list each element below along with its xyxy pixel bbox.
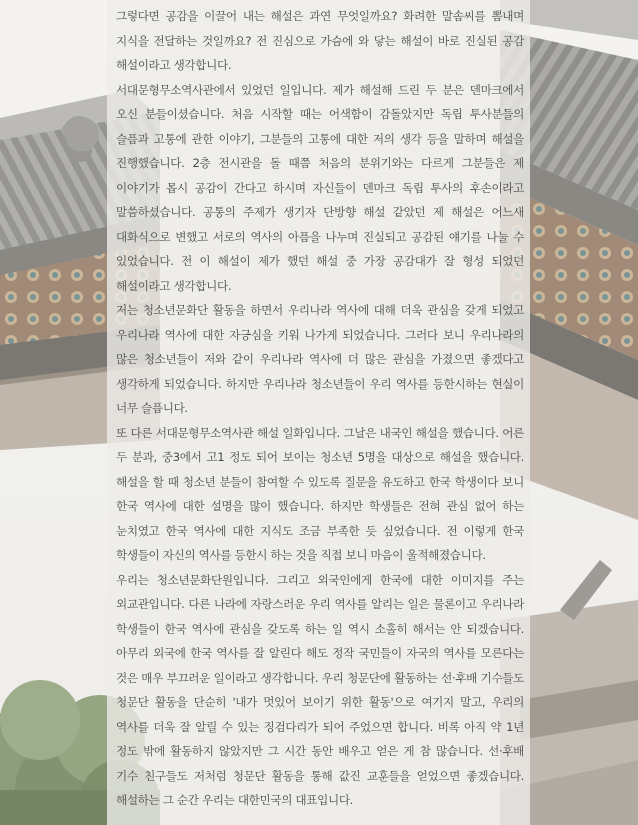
article-body [116, 4, 524, 813]
paragraph-domestic-tour: 또 다른 서대문형무소역사관 해설 일화입니다. 그날은 내국인 해설을 했습니다. 어른 두 분과, 중3에서 고1 정도 되어 보이는 청소년 5명을 대상으로 해설을 했습니다. 해설을 할 때 청소년 분들이 참여할 수 있도록 질문을 유도하고 한국 학생이다 보니 한국 역사에 대한 설명을 많이 했습니다. 하지만 학생들은 전혀 관심 없어 하는 눈치였고 한국 역사에 대한 지식도 조금 부족한 듯 싶었습니다. 전 이렇게 한국 학생들이 자신의 역사를 등한시 하는 것을 직접 보니 마음이 울적해졌습니다. [116, 425, 524, 562]
paragraph-intro: 그렇다면 공감을 이끌어 내는 해설은 과연 무엇일까요? 화려한 말솜씨를 뽐내며 지식을 전달하는 것일까요? 전 진심으로 가슴에 와 닿는 해설이 바로 진실된 공감 해설이라고 생각합니다. [116, 9, 524, 72]
paragraph-denmark-visitors: 서대문형무소역사관에서 있었던 일입니다. 제가 해설해 드린 두 분은 덴마크에서 오신 분들이셨습니다. 처음 시작할 때는 어색함이 감돌았지만 독립 투사분들의 슬픔과 고통에 관한 이야기, 그분들의 고통에 대한 저의 생각 등을 말하며 해설을 진행했습니다. 2층 전시관을 돌 때쯤 처음의 분위기와는 다르게 그분들은 제 이야기가 몹시 공감이 간다고 하시며 자신들이 덴마크 독립 투사의 후손이라고 말씀하셨습니다. 공통의 주제가 생기자 단방향 해설 같았던 제 해설은 어느새 대화식으로 변했고 서로의 역사의 아픔을 나누며 진실되고 공감된 얘기를 나눌 수 있었습니다. 전 이 해설이 제가 했던 해설 중 가장 공감대가 잘 형성 되었던 해설이라고 생각합니다. [116, 82, 524, 293]
paragraph-conclusion: 우리는 청소년문화단원입니다. 그리고 외국인에게 한국에 대한 이미지를 주는 외교관입니다. 다른 나라에 자랑스러운 우리 역사를 알리는 일은 물론이고 우리나라 학생들이 한국 역사에 관심을 갖도록 하는 일 역시 소홀히 해서는 안 되겠습니다. 아무리 외국에 한국 역사를 잘 알린다 해도 정작 국민들이 자국의 역사를 모른다는 것은 매우 부끄러운 일이라고 생각합니다. 우리 청문단에 활동하는 선·후배 기수들도 청문단 활동을 단순히 '내가 멋있어 보이기 위한 활동'으로 여기지 말고, 우리의 역사를 더욱 잘 알릴 수 있는 징검다리가 되어 주었으면 합니다. 비록 아직 약 1년 정도 밖에 활동하지 않았지만 그 시간 동안 배우고 얻은 게 참 많습니다. 선·후배 기수 친구들도 저처럼 청문단 활동을 통해 값진 교훈들을 얻었으면 좋겠습니다. 해설하는 그 순간 우리는 대한민국의 대표입니다. [116, 572, 524, 807]
paragraph-youth-interest: 저는 청소년문화단 활동을 하면서 우리나라 역사에 대해 더욱 관심을 갖게 되었고 우리나라 역사에 대한 자긍심을 키워 나가게 되었습니다. 그러다 보니 우리나라의 많은 청소년들이 저와 같이 우리나라 역사에 더 많은 관심을 가졌으면 좋겠다고 생각하게 되었습니다. 하지만 우리나라 청소년들이 우리 역사를 등한시하는 현실이 너무 슬픕니다. [116, 303, 524, 415]
